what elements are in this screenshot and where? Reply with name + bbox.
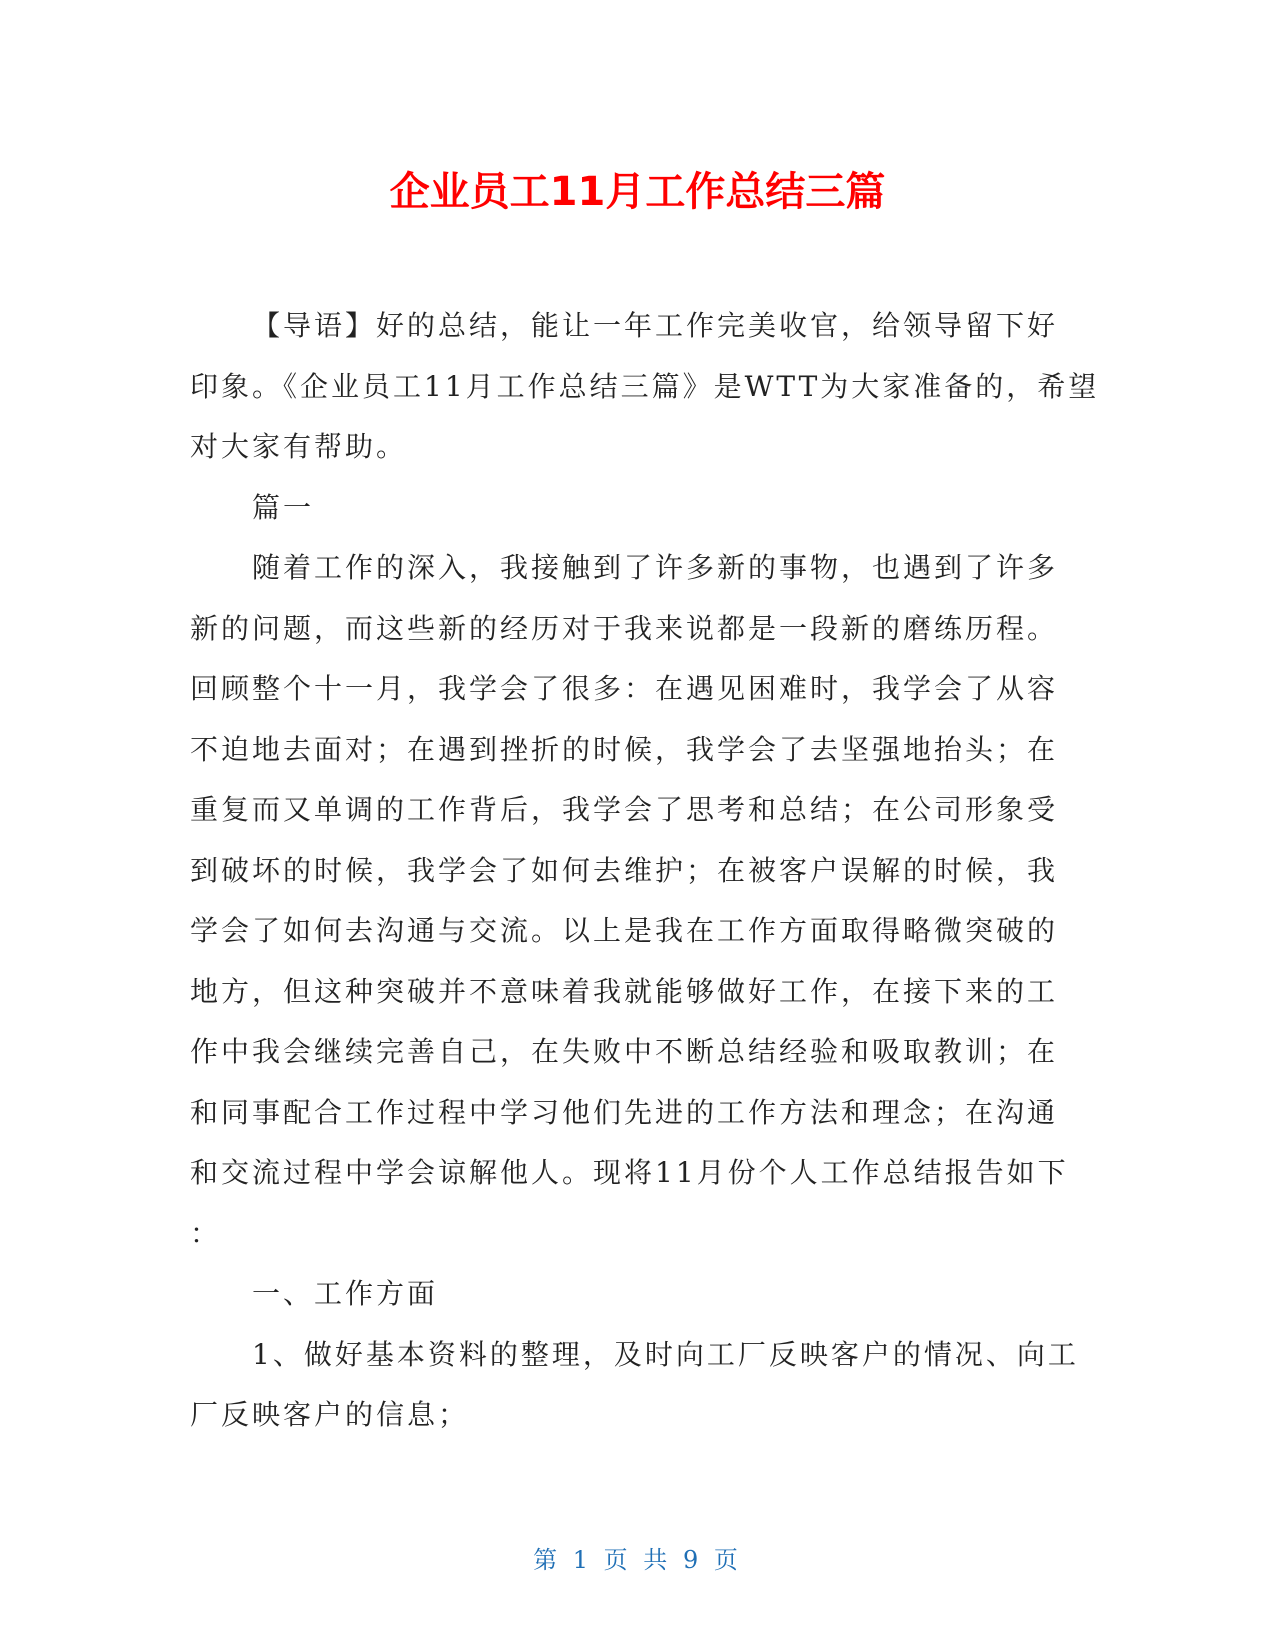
paragraph-line-10: 和同事配合工作过程中学习他们先进的工作方法和理念；在沟通 (190, 1095, 1059, 1129)
intro-line-1: 【导语】好的总结，能让一年工作完美收官，给领导留下好 (252, 309, 1059, 342)
paragraph-line-5: 重复而又单调的工作背后，我学会了思考和总结；在公司形象受 (190, 793, 1059, 826)
section-heading-part-one: 篇一 (252, 490, 315, 524)
list-item-1-line-2: 厂反映客户的信息； (190, 1398, 470, 1431)
document-body (190, 296, 1100, 1446)
paragraph-line-6: 到破坏的时候，我学会了如何去维护；在被客户误解的时候，我 (190, 853, 1059, 887)
paragraph-line-9: 作中我会继续完善自己，在失败中不断总结经验和吸取教训；在 (190, 1035, 1059, 1068)
paragraph-line-4: 不迫地去面对；在遇到挫折的时候，我学会了去坚强地抬头；在 (190, 732, 1059, 766)
intro-line-2: 印象。《企业员工11月工作总结三篇》是WTT为大家准备的，希望 (190, 369, 1100, 403)
paragraph-line-2: 新的问题，而这些新的经历对于我来说都是一段新的磨练历程。 (190, 611, 1059, 645)
document-title: 企业员工11月工作总结三篇 (389, 169, 886, 215)
paragraph-line-1: 随着工作的深入，我接触到了许多新的事物，也遇到了许多 (252, 551, 1059, 584)
paragraph-line-12: ： (190, 1216, 222, 1250)
paragraph-line-3: 回顾整个十一月，我学会了很多：在遇见困难时，我学会了从容 (190, 672, 1059, 705)
intro-line-3: 对大家有帮助。 (190, 430, 408, 463)
list-item-1-line-1: 1、做好基本资料的整理，及时向工厂反映客户的情况、向工 (252, 1337, 1079, 1371)
paragraph-line-8: 地方，但这种突破并不意味着我就能够做好工作，在接下来的工 (190, 974, 1059, 1008)
page-number-footer: 第 1 页 共 9 页 (533, 1546, 742, 1574)
paragraph-line-11: 和交流过程中学会谅解他人。现将11月份个人工作总结报告如下 (190, 1156, 1069, 1189)
subsection-heading-work: 一、工作方面 (252, 1277, 439, 1310)
paragraph-line-7: 学会了如何去沟通与交流。以上是我在工作方面取得略微突破的 (190, 914, 1059, 947)
